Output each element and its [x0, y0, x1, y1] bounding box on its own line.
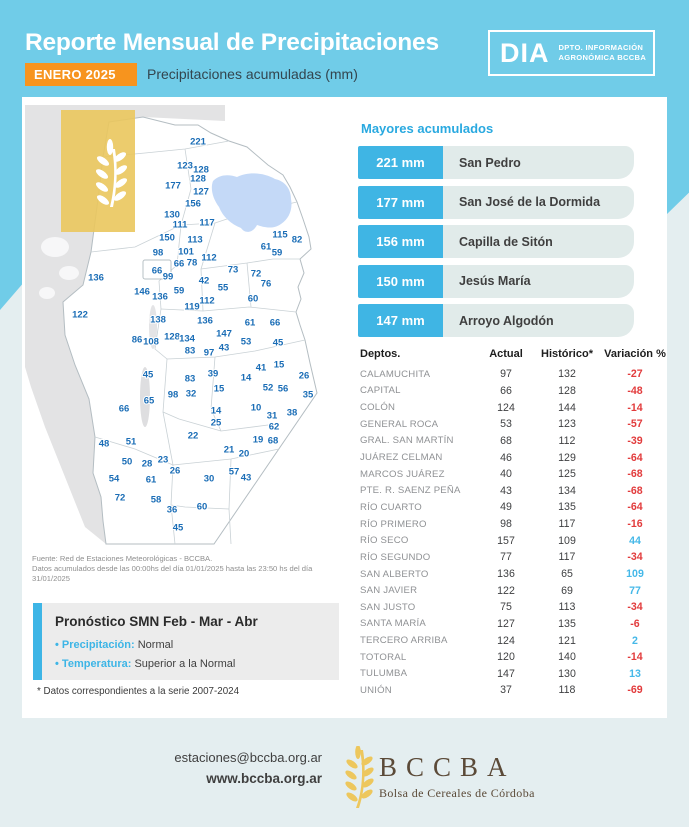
station-value: 72 — [114, 492, 126, 504]
historico-value: 69 — [561, 584, 573, 597]
location-name: Jesús María — [459, 274, 531, 289]
dept-name: SAN ALBERTO — [360, 568, 429, 580]
report-title: Reporte Mensual de Precipitaciones — [25, 29, 439, 56]
table-row — [360, 433, 669, 450]
historico-value: 112 — [558, 434, 576, 447]
variacion-value: 77 — [629, 584, 641, 597]
forecast-item — [55, 655, 339, 674]
station-value: 51 — [125, 436, 137, 448]
dept-name: GRAL. SAN MARTÍN — [360, 435, 454, 447]
decor-right-strip — [666, 97, 689, 215]
station-value: 59 — [271, 247, 283, 259]
historico-value: 128 — [558, 384, 576, 397]
dia-line2: AGRONÓMICA BCCBA — [558, 53, 647, 62]
dept-name: PTE. R. SAENZ PEÑA — [360, 485, 461, 497]
variacion-value: -6 — [630, 617, 640, 630]
table-row — [360, 682, 669, 699]
highlight-row — [358, 265, 634, 298]
station-value: 86 — [131, 334, 143, 346]
historico-value: 113 — [558, 601, 576, 614]
salina-patch — [41, 237, 69, 257]
actual-value: 147 — [497, 667, 515, 680]
variacion-value: 13 — [629, 667, 641, 680]
dept-name: MARCOS JUÁREZ — [360, 468, 445, 480]
station-value: 59 — [173, 285, 185, 297]
amount-badge: 150 mm — [358, 265, 443, 298]
table-row — [360, 566, 669, 583]
station-value: 14 — [210, 405, 222, 417]
variacion-value: -57 — [627, 418, 643, 431]
table-row — [360, 649, 669, 666]
bullet-icon: • — [55, 657, 62, 670]
dept-name: TULUMBA — [360, 668, 408, 680]
dept-name: TOTORAL — [360, 651, 407, 663]
actual-value: 124 — [497, 634, 515, 647]
station-value: 10 — [250, 402, 262, 414]
actual-value: 122 — [497, 584, 515, 597]
historico-value: 134 — [558, 484, 576, 497]
table-row — [360, 383, 669, 400]
station-value: 42 — [198, 275, 210, 287]
historico-value: 132 — [558, 368, 576, 381]
station-value: 61 — [260, 241, 272, 253]
station-value: 130 — [164, 209, 180, 221]
station-value: 50 — [121, 456, 133, 468]
table-row — [360, 549, 669, 566]
station-value: 82 — [291, 234, 303, 246]
col-variacion: Variación % — [604, 348, 666, 360]
station-value: 112 — [201, 252, 217, 264]
actual-value: 40 — [500, 468, 512, 481]
station-value: 32 — [185, 388, 197, 400]
location-bar — [443, 146, 634, 179]
forecast-label: Temperatura: — [61, 657, 135, 670]
station-value: 117 — [199, 217, 215, 229]
variacion-value: -34 — [627, 551, 643, 564]
variacion-value: 109 — [626, 568, 644, 580]
dept-name: SAN JUSTO — [360, 601, 416, 613]
dept-name: RÍO CUARTO — [360, 501, 422, 513]
variacion-value: -14 — [627, 401, 643, 414]
station-value: 128 — [164, 331, 180, 343]
amount-badge: 221 mm — [358, 146, 443, 179]
contact-block — [120, 750, 322, 786]
station-value: 119 — [184, 301, 200, 313]
station-value: 57 — [228, 466, 240, 478]
station-value: 58 — [150, 494, 162, 506]
variacion-value: -48 — [627, 384, 643, 397]
dept-name: RÍO SEGUNDO — [360, 551, 431, 563]
historico-value: 125 — [558, 468, 576, 481]
dept-name: SANTA MARÍA — [360, 618, 426, 630]
actual-value: 77 — [500, 551, 512, 564]
dept-name: COLÓN — [360, 402, 396, 414]
variacion-value: -34 — [627, 601, 643, 614]
variacion-value: 44 — [629, 534, 641, 547]
bccba-logo — [379, 752, 535, 801]
table-row — [360, 499, 669, 516]
source-line2: Datos acumulados desde las 00:00hs del día 01/01/2025 hasta las 23:50 hs del día 31/01/2025 — [32, 563, 313, 583]
table-row — [360, 416, 669, 433]
station-value: 26 — [298, 370, 310, 382]
location-bar — [443, 304, 634, 337]
location-bar — [443, 265, 634, 298]
station-value: 15 — [213, 383, 225, 395]
station-value: 78 — [186, 257, 198, 269]
table-row — [360, 599, 669, 616]
station-value: 66 — [118, 403, 130, 415]
station-value: 60 — [247, 293, 259, 305]
variacion-value: -16 — [627, 518, 643, 531]
station-value: 113 — [187, 234, 203, 246]
table-row — [360, 449, 669, 466]
historico-value: 118 — [558, 684, 576, 697]
station-value: 53 — [240, 336, 252, 348]
variacion-value: -39 — [627, 434, 643, 447]
station-value: 97 — [203, 347, 215, 359]
actual-value: 124 — [497, 401, 515, 414]
station-value: 22 — [187, 430, 199, 442]
forecast-value: Normal — [137, 639, 174, 651]
col-historico: Histórico* — [541, 348, 593, 360]
bccba-logo-text: BCCBA — [379, 752, 516, 782]
table-row — [360, 582, 669, 599]
station-value: 136 — [152, 291, 168, 303]
historico-value: 123 — [558, 418, 576, 431]
station-value: 111 — [172, 219, 188, 231]
station-value: 122 — [72, 309, 88, 321]
actual-value: 157 — [497, 534, 515, 547]
station-value: 21 — [223, 444, 235, 456]
highlight-row — [358, 186, 634, 219]
station-value: 36 — [166, 504, 178, 516]
station-value: 30 — [203, 473, 215, 485]
station-value: 115 — [272, 229, 288, 241]
historico-value: 144 — [558, 401, 576, 414]
station-value: 66 — [269, 317, 281, 329]
salina-patch — [39, 287, 55, 299]
station-value: 45 — [272, 337, 284, 349]
station-value: 48 — [98, 438, 110, 450]
table-body — [360, 366, 669, 699]
actual-value: 66 — [500, 384, 512, 397]
station-value: 99 — [162, 271, 174, 283]
forecast-item — [55, 636, 339, 655]
station-value: 112 — [199, 295, 215, 307]
station-value: 61 — [244, 317, 256, 329]
station-value: 128 — [193, 164, 209, 176]
historico-value: 65 — [561, 568, 573, 580]
station-value: 136 — [197, 315, 213, 327]
dia-logo — [488, 30, 655, 76]
station-value: 83 — [184, 345, 196, 357]
historico-value: 135 — [558, 501, 576, 514]
station-value: 177 — [165, 180, 181, 192]
forecast-label: Precipitación: — [61, 639, 138, 651]
variacion-value: -69 — [627, 684, 643, 697]
actual-value: 49 — [500, 501, 512, 514]
table-row — [360, 632, 669, 649]
historico-value: 130 — [558, 667, 576, 680]
location-bar — [443, 225, 634, 258]
dept-name: RÍO PRIMERO — [360, 518, 427, 530]
station-value: 68 — [267, 435, 279, 447]
actual-value: 53 — [500, 418, 512, 431]
station-value: 101 — [178, 246, 194, 258]
dept-name: GENERAL ROCA — [360, 418, 439, 430]
forecast-title: Pronóstico SMN Feb - Mar - Abr — [55, 614, 258, 629]
col-deptos: Deptos. — [360, 348, 401, 360]
station-value: 43 — [240, 472, 252, 484]
actual-value: 136 — [497, 568, 515, 580]
content-card — [22, 97, 667, 718]
forecast-items — [55, 636, 339, 673]
station-value: 25 — [210, 417, 222, 429]
dia-acronym: DIA — [500, 37, 550, 68]
table-row — [360, 466, 669, 483]
station-value: 221 — [190, 136, 206, 148]
station-value: 45 — [172, 522, 184, 534]
actual-value: 97 — [500, 368, 512, 381]
location-name: Arroyo Algodón — [459, 313, 554, 328]
dia-department-label — [559, 43, 647, 63]
station-value: 83 — [184, 373, 196, 385]
station-value: 56 — [277, 383, 289, 395]
location-name: San José de la Dormida — [459, 195, 601, 210]
salina-patch — [59, 266, 79, 280]
station-value: 134 — [179, 333, 195, 345]
station-value: 156 — [185, 198, 201, 210]
variacion-value: -68 — [627, 468, 643, 481]
station-value: 72 — [250, 268, 262, 280]
station-value: 39 — [207, 368, 219, 380]
actual-value: 127 — [497, 617, 515, 630]
station-value: 43 — [218, 342, 230, 354]
location-name: Capilla de Sitón — [459, 234, 553, 249]
departments-table — [360, 348, 669, 699]
highlight-row — [358, 146, 634, 179]
highlight-row — [358, 225, 634, 258]
variacion-value: -14 — [627, 651, 643, 664]
station-value: 147 — [216, 328, 232, 340]
actual-value: 120 — [497, 651, 515, 664]
actual-value: 75 — [500, 601, 512, 614]
variacion-value: 2 — [632, 634, 638, 647]
historico-value: 135 — [558, 617, 576, 630]
dia-line1: DPTO. INFORMACIÓN — [558, 43, 644, 52]
report-subtitle: Precipitaciones acumuladas (mm) — [147, 66, 358, 82]
station-value: 38 — [286, 407, 298, 419]
table-header — [360, 348, 669, 366]
table-row — [360, 482, 669, 499]
station-value: 45 — [142, 369, 154, 381]
station-value: 41 — [255, 362, 267, 374]
historico-value: 117 — [558, 518, 576, 531]
table-row — [360, 616, 669, 633]
forecast-box — [33, 603, 339, 680]
table-row — [360, 366, 669, 383]
dept-name: CAPITAL — [360, 385, 401, 397]
station-value: 54 — [108, 473, 120, 485]
station-value: 150 — [159, 232, 175, 244]
station-value: 66 — [151, 265, 163, 277]
series-note: * Datos correspondientes a la serie 2007-2024 — [37, 686, 240, 697]
station-value: 127 — [193, 186, 209, 198]
dept-name: SAN JAVIER — [360, 585, 418, 597]
station-value: 52 — [262, 382, 274, 394]
amount-badge: 147 mm — [358, 304, 443, 337]
website-link[interactable]: www.bccba.org.ar — [206, 771, 322, 786]
cordoba-precipitation-map — [25, 97, 365, 577]
station-value: 98 — [152, 247, 164, 259]
station-value: 66 — [173, 258, 185, 270]
table-row — [360, 666, 669, 683]
source-line1: Fuente: Red de Estaciones Meteorológicas - BCCBA. — [32, 554, 213, 563]
station-value: 146 — [134, 286, 150, 298]
station-value: 15 — [273, 359, 285, 371]
station-value: 14 — [240, 372, 252, 384]
email-link[interactable]: estaciones@bccba.org.ar — [174, 750, 322, 765]
variacion-value: -68 — [627, 484, 643, 497]
actual-value: 37 — [500, 684, 512, 697]
station-value: 62 — [268, 421, 280, 433]
period-badge: ENERO 2025 — [25, 63, 137, 86]
table-row — [360, 399, 669, 416]
station-value: 61 — [145, 474, 157, 486]
header — [0, 0, 689, 97]
station-value: 76 — [260, 278, 272, 290]
variacion-value: -27 — [627, 368, 643, 381]
station-value: 73 — [227, 264, 239, 276]
variacion-value: -64 — [627, 451, 643, 464]
station-value: 23 — [157, 454, 169, 466]
historico-value: 121 — [558, 634, 576, 647]
table-row — [360, 532, 669, 549]
table-row — [360, 516, 669, 533]
amount-badge: 177 mm — [358, 186, 443, 219]
bccba-tagline: Bolsa de Cereales de Córdoba — [379, 786, 535, 800]
dept-name: CALAMUCHITA — [360, 368, 431, 380]
variacion-value: -64 — [627, 501, 643, 514]
dept-name: RÍO SECO — [360, 535, 409, 547]
decor-left-strip — [0, 97, 22, 310]
amount-badge: 156 mm — [358, 225, 443, 258]
dept-name: TERCERO ARRIBA — [360, 635, 448, 647]
station-value: 26 — [169, 465, 181, 477]
actual-value: 46 — [500, 451, 512, 464]
actual-value: 68 — [500, 434, 512, 447]
location-name: San Pedro — [459, 155, 521, 170]
station-value: 31 — [266, 410, 278, 422]
actual-value: 43 — [500, 484, 512, 497]
station-value: 138 — [150, 314, 166, 326]
station-value: 28 — [141, 458, 153, 470]
historico-value: 129 — [558, 451, 576, 464]
historico-value: 109 — [558, 534, 576, 547]
highlight-row — [358, 304, 634, 337]
station-value: 108 — [143, 336, 159, 348]
station-value: 128 — [190, 173, 206, 185]
station-value: 65 — [143, 395, 155, 407]
station-value: 19 — [252, 434, 264, 446]
station-value: 55 — [217, 282, 229, 294]
actual-value: 98 — [500, 518, 512, 531]
station-value: 98 — [167, 389, 179, 401]
station-value: 60 — [196, 501, 208, 513]
highlights-title: Mayores acumulados — [361, 121, 494, 136]
source-note — [32, 554, 344, 583]
station-value: 35 — [302, 389, 314, 401]
dept-name: UNIÓN — [360, 684, 392, 696]
historico-value: 117 — [558, 551, 576, 564]
bccba-wheat-icon — [344, 746, 376, 810]
forecast-value: Superior a la Normal — [134, 657, 236, 670]
col-actual: Actual — [489, 348, 523, 360]
location-bar — [443, 186, 634, 219]
station-value: 20 — [238, 448, 250, 460]
footer — [0, 718, 689, 827]
historico-value: 140 — [558, 651, 576, 664]
dept-name: JUÁREZ CELMAN — [360, 452, 443, 464]
highlights-list — [358, 146, 634, 344]
station-value: 136 — [88, 272, 104, 284]
bullet-icon: • — [55, 639, 62, 651]
station-value: 123 — [177, 160, 193, 172]
